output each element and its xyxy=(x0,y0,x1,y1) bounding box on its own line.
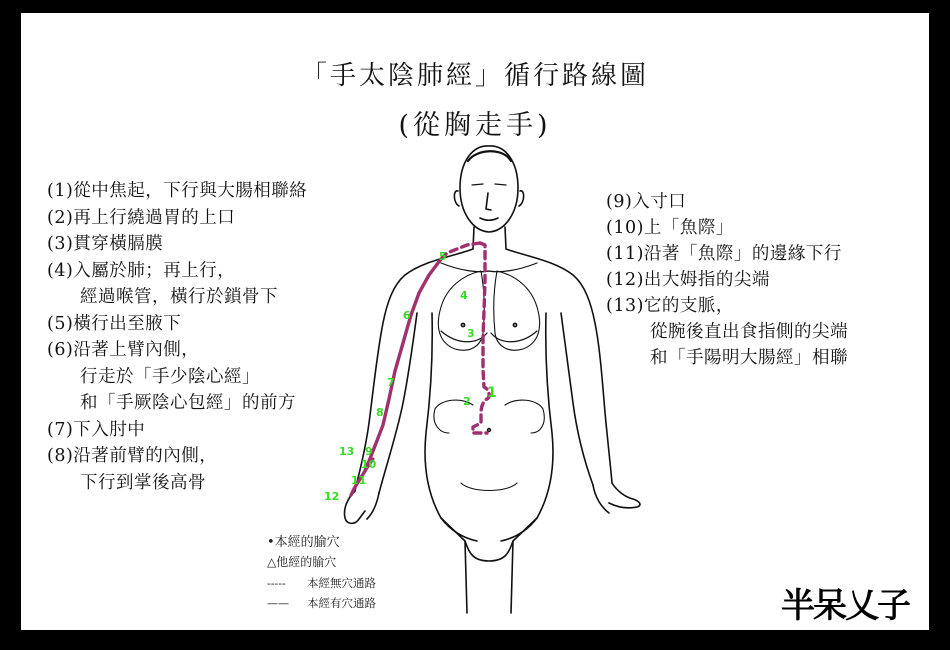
point-label: 3 xyxy=(467,327,475,340)
point-label: 6 xyxy=(403,309,411,322)
legend-solid-label: 本經有穴通路 xyxy=(307,596,376,610)
step-item: (4)入屬於肺；再上行， xyxy=(47,260,236,281)
diagram-canvas xyxy=(21,13,929,630)
point-label: 1 xyxy=(487,385,497,401)
point-label: 4 xyxy=(460,289,468,302)
step-item: (5)橫行出至腋下 xyxy=(47,313,182,334)
diagram-title: 「手太陰肺經」循行路線圖 xyxy=(300,61,649,91)
legend-item-dashed xyxy=(267,575,376,591)
point-label: 11 xyxy=(351,474,367,487)
legend-item-solid xyxy=(267,595,376,611)
point-label: 12 xyxy=(324,490,340,503)
point-label: 8 xyxy=(376,406,384,419)
step-item: (8)沿著前臂的內側， xyxy=(47,446,218,466)
legend-item-acupoint: •本經的腧穴 xyxy=(267,535,340,550)
step-item: 下行到掌後高骨 xyxy=(80,472,206,493)
point-label: 2 xyxy=(463,395,471,408)
step-item: 行走於「手少陰心經」 xyxy=(80,366,260,387)
diagram-subtitle: (從胸走手) xyxy=(398,110,552,141)
point-label: 10 xyxy=(361,458,377,471)
legend-item-other-acupoint: △他經的腧穴 xyxy=(267,555,337,569)
step-item: 經過喉管，橫行於鎖骨下 xyxy=(80,287,278,307)
dashed-line-marker: ----- xyxy=(267,577,286,590)
step-item: 從腕後直出食指側的尖端 xyxy=(650,322,848,342)
body-figure xyxy=(21,13,929,630)
step-item: (11)沿著「魚際」的邊緣下行 xyxy=(606,244,842,264)
step-item: (10)上「魚際」 xyxy=(606,218,734,238)
step-item: (2)再上行繞過胃的上口 xyxy=(47,207,236,228)
point-label: 5 xyxy=(439,250,447,263)
point-label: 9 xyxy=(365,445,373,458)
step-item: 和「手陽明大腸經」相聯 xyxy=(650,348,848,368)
step-item: (6)沿著上臂內側， xyxy=(47,340,200,360)
step-item: (13)它的支脈， xyxy=(606,296,734,316)
step-item: (3)貫穿橫膈膜 xyxy=(47,234,164,254)
step-item: (9)入寸口 xyxy=(606,192,687,212)
step-item: (7)下入肘中 xyxy=(47,419,146,440)
step-item: 和「手厥陰心包經」的前方 xyxy=(80,393,296,413)
brand-logo: 半呆乂子 xyxy=(781,586,909,626)
step-item: (12)出大姆指的尖端 xyxy=(606,270,770,290)
point-label: 13 xyxy=(339,445,355,458)
step-item: (1)從中焦起，下行與大腸相聯絡 xyxy=(47,181,308,201)
point-label: 7 xyxy=(387,376,395,389)
legend-dashed-label: 本經無穴通路 xyxy=(307,576,376,590)
solid-line-marker: —— xyxy=(267,597,289,610)
